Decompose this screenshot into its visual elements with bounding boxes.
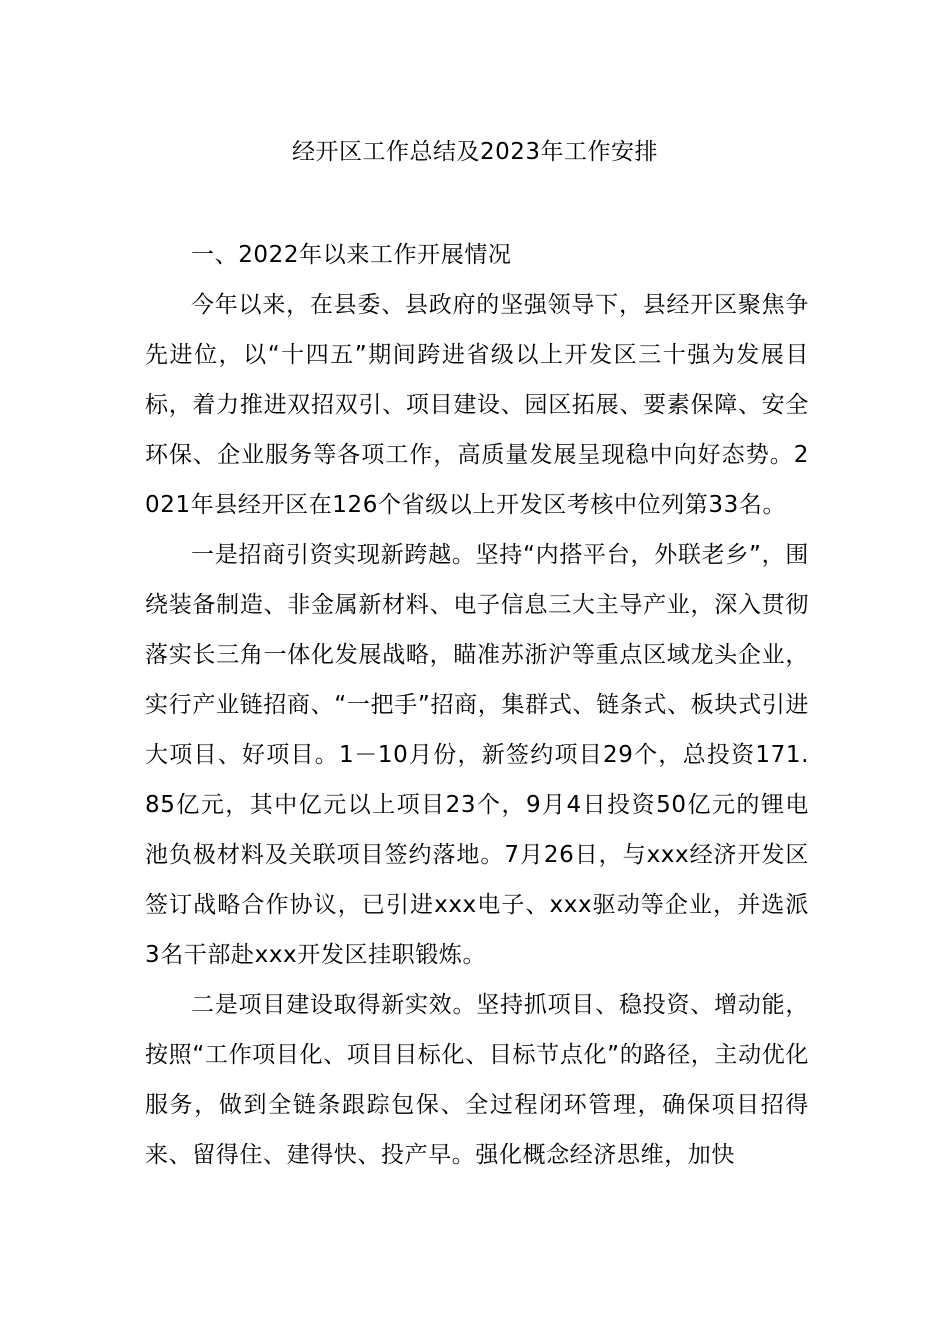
document-body [145, 230, 809, 1180]
paragraph-intro: 今年以来，在县委、县政府的坚强领导下，县经开区聚焦争先进位，以“十四五”期间跨进省级以上开发区三十强为发展目标，着力推进双招双引、项目建设、园区拓展、要素保障、安全环保、企业服务等各项工作，高质量发展呈现稳中向好态势。2021年县经开区在126个省级以上开发区考核中位列第33名。 [145, 292, 809, 518]
paragraph-investment: 一是招商引资实现新跨越。坚持“内搭平台，外联老乡”，围绕装备制造、非金属新材料、电子信息三大主导产业，深入贯彻落实长三角一体化发展战略，瞄准苏浙沪等重点区域龙头企业，实行产业链招商、“一把手”招商，集群式、链条式、板块式引进大项目、好项目。1－10月份，新签约项目29个，总投资171.85亿元，其中亿元以上项目23个，9月4日投资50亿元的锂电池负极材料及关联项目签约落地。7月26日，与xxx经济开发区签订战略合作协议，已引进xxx电子、xxx驱动等企业，并选派3名干部赴xxx开发区挂职锻炼。 [145, 542, 809, 968]
document-title: 经开区工作总结及2023年工作安排 [291, 139, 659, 165]
paragraph-projects: 二是项目建设取得新实效。坚持抓项目、稳投资、增动能，按照“工作项目化、项目目标化、目标节点化”的路径，主动优化服务，做到全链条跟踪包保、全过程闭环管理，确保项目招得来、留得住、建得快、投产早。强化概念经济思维，加快 [145, 992, 809, 1168]
section-heading: 一、2022年以来工作开展情况 [191, 242, 512, 268]
